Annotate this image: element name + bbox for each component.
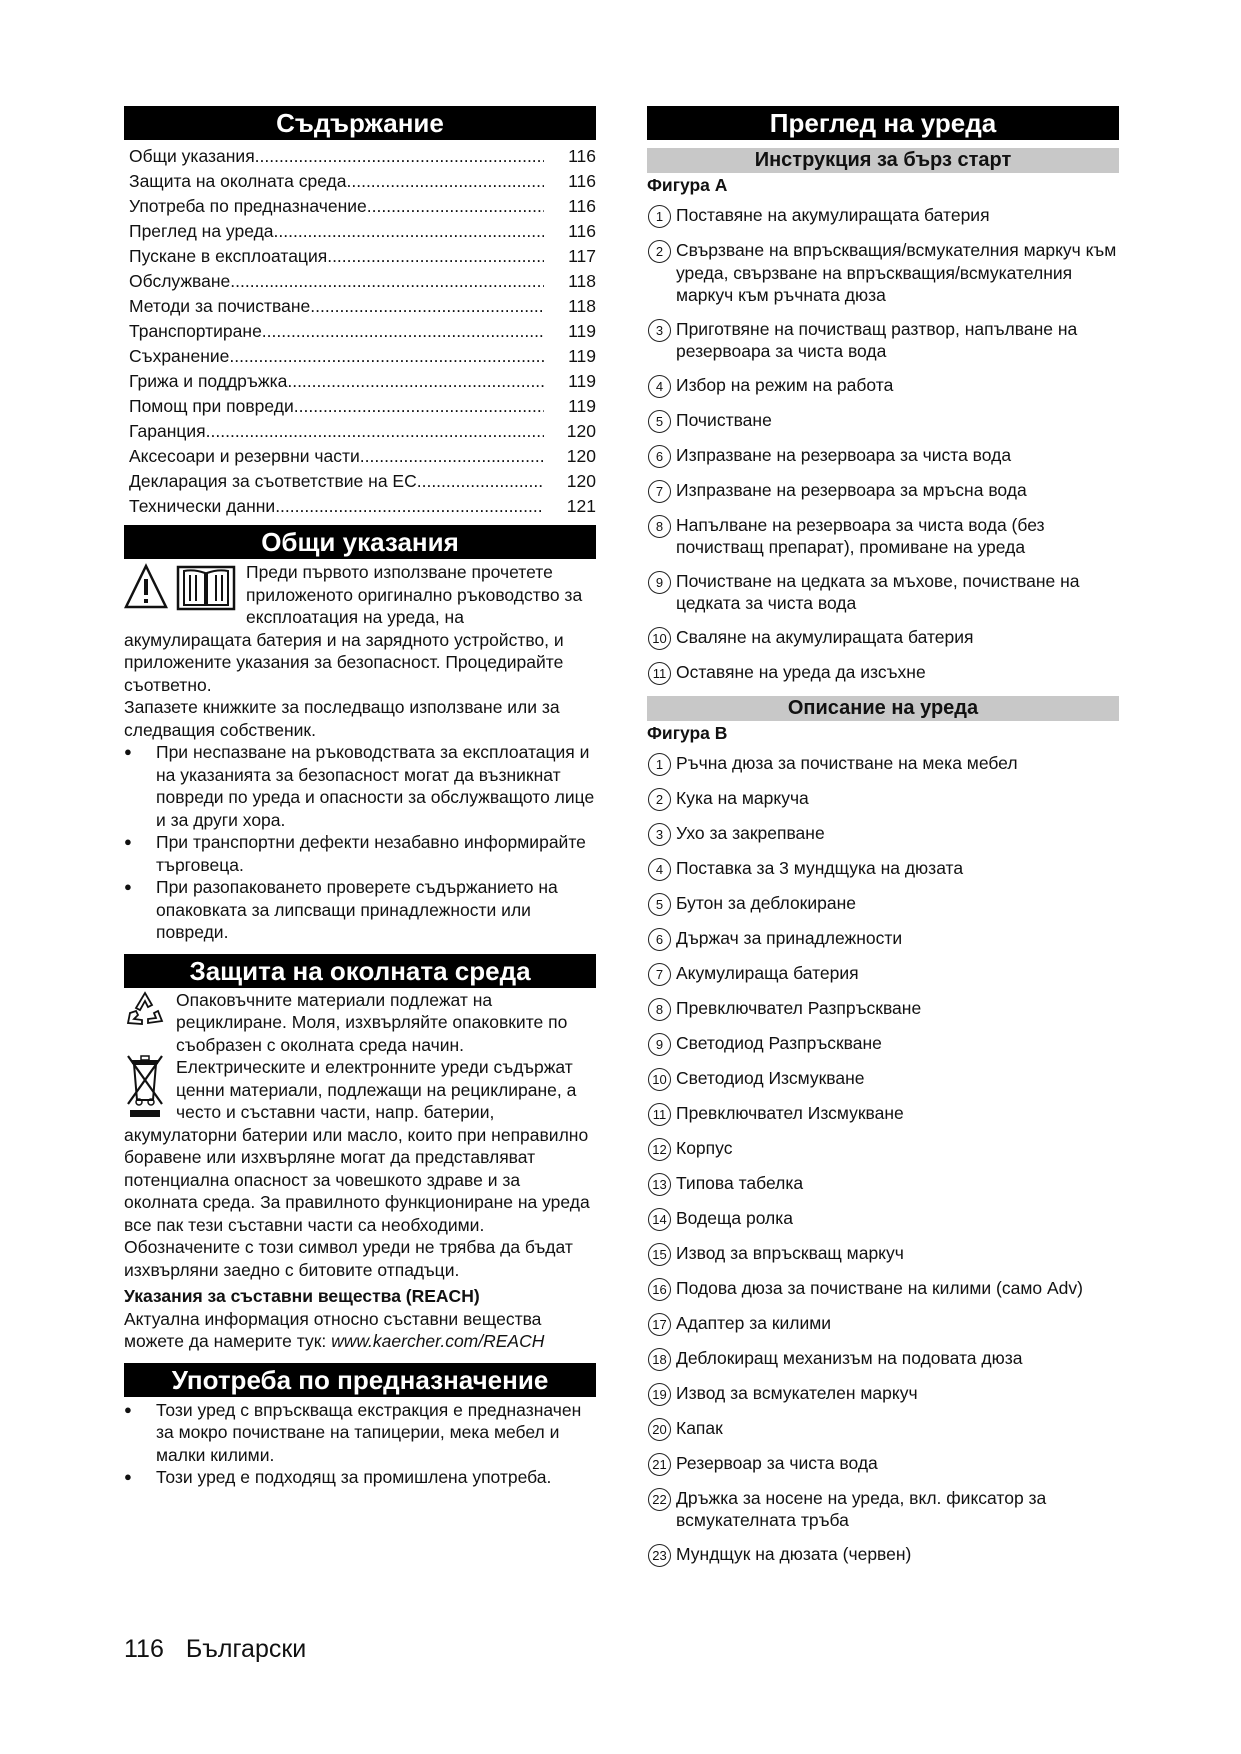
list-item: 5 Бутон за деблокиране	[647, 892, 1119, 916]
part-number-badge: 11	[648, 1103, 671, 1126]
list-item: 2 Свързване на впръскващия/всмукателния маркуч към уреда, свързване на впръскващия/всмукателния маркуч към ръчната дюза	[647, 239, 1119, 307]
list-item: ● При неспазване на ръководствата за експлоатация и на указанията за безопасност могат да възникнат повреди по уреда и опасности за обслужващото лице и за други хора.	[124, 741, 596, 831]
toc-list	[124, 144, 596, 519]
step-number-badge: 6	[648, 445, 671, 468]
list-item: 4 Поставка за 3 мундщука на дюзата	[647, 857, 1119, 881]
toc-item[interactable]: Технически данни ..... 121	[129, 494, 596, 519]
general-intro: Преди първото използване прочетете приложеното оригинално ръководство за експлоатация на уреда, на акумулиращата батерия и на зарядното устройство, и приложените указания за безопасност. Процедирайте съответно.	[124, 562, 583, 695]
list-item: 22 Дръжка за носене на уреда, вкл. фиксатор за всмукателната тръба	[647, 1487, 1119, 1532]
list-item: ● При разопаковането проверете съдържанието на опаковката за липсващи принадлежности или повреди.	[124, 876, 596, 944]
toc-item[interactable]: Обслужване ..... 118	[129, 269, 596, 294]
right-column	[647, 106, 1119, 1578]
part-number-badge: 5	[648, 893, 671, 916]
list-item: 7 Изпразване на резервоара за мръсна вода	[647, 479, 1119, 503]
list-item: ● При транспортни дефекти незабавно информирайте търговеца.	[124, 831, 596, 876]
list-item: 6 Държач за принадлежности	[647, 927, 1119, 951]
part-number-badge: 20	[648, 1418, 671, 1441]
list-item: 19 Извод за всмукателен маркуч	[647, 1382, 1119, 1406]
intended-use-bullets	[124, 1399, 596, 1489]
part-number-badge: 18	[648, 1348, 671, 1371]
step-number-badge: 7	[648, 480, 671, 503]
recycling-icon	[124, 989, 166, 1029]
list-item: 1 Ръчна дюза за почистване на мека мебел	[647, 752, 1119, 776]
list-item: 13 Типова табелка	[647, 1172, 1119, 1196]
manual-icons	[124, 563, 236, 611]
part-number-badge: 12	[648, 1138, 671, 1161]
toc-item[interactable]: Методи за почистване ..... 118	[129, 294, 596, 319]
list-item: 3 Ухо за закрепване	[647, 822, 1119, 846]
general-keep: Запазете книжките за последващо използване или за следващия собственик.	[124, 697, 560, 740]
environment-body	[124, 989, 596, 1353]
toc-title: Съдържание	[124, 106, 596, 140]
part-number-badge: 8	[648, 998, 671, 1021]
toc-item[interactable]: Общи указания ..... 116	[129, 144, 596, 169]
list-item: 8 Напълване на резервоара за чиста вода (без почистващ препарат), промиване на уреда	[647, 514, 1119, 559]
overview-title: Преглед на уреда	[647, 106, 1119, 140]
list-item: 2 Кука на маркуча	[647, 787, 1119, 811]
manual-book-icon	[176, 563, 236, 611]
list-item: 1 Поставяне на акумулиращата батерия	[647, 204, 1119, 228]
device-description-title: Описание на уреда	[647, 696, 1119, 721]
part-number-badge: 14	[648, 1208, 671, 1231]
step-number-badge: 10	[648, 627, 671, 650]
list-item: 23 Мундщук на дюзата (червен)	[647, 1543, 1119, 1567]
list-item: 15 Извод за впръскващ маркуч	[647, 1242, 1119, 1266]
part-number-badge: 6	[648, 928, 671, 951]
list-item: 12 Корпус	[647, 1137, 1119, 1161]
environment-recycle: Опаковъчните материали подлежат на рециклиране. Моля, изхвърляйте опаковките по съобразен с околната среда начин.	[176, 989, 568, 1055]
part-number-badge: 7	[648, 963, 671, 986]
figure-b-label: Фигура B	[647, 722, 728, 743]
footer-language: Български	[185, 1635, 307, 1663]
list-item: 11 Оставяне на уреда да изсъхне	[647, 661, 1119, 685]
part-number-badge: 19	[648, 1383, 671, 1406]
crossed-bin-icon	[124, 1052, 166, 1118]
toc-item[interactable]: Съхранение ..... 119	[129, 344, 596, 369]
left-column	[124, 106, 596, 1489]
part-number-badge: 23	[648, 1544, 671, 1567]
part-number-badge: 17	[648, 1313, 671, 1336]
list-item: 18 Деблокиращ механизъм на подовата дюза	[647, 1347, 1119, 1371]
environment-weee: Електрическите и електронните уреди съдържат ценни материали, подлежащи на рециклиране, а често и съставни части, напр. батерии, акумулаторни батерии или масло, които при неправилно боравене или изхвърляне могат да представляват потенциална опасност за човешкото здраве и за околната среда. За правилното функциониране на уреда все пак тези съставни части са необходими. Обозначените с този символ уреди не трябва да бъдат изхвърляни заедно с битовите отпадъци.	[124, 1057, 590, 1280]
list-item: 5 Почистване	[647, 409, 1119, 433]
part-number-badge: 22	[648, 1488, 671, 1511]
step-number-badge: 1	[648, 205, 671, 228]
page-number: 116	[124, 1635, 164, 1663]
toc-item[interactable]: Употреба по предназначение ..... 116	[129, 194, 596, 219]
step-number-badge: 5	[648, 410, 671, 433]
list-item: 8 Превключвател Разпръскване	[647, 997, 1119, 1021]
quick-start-title: Инструкция за бърз старт	[647, 148, 1119, 173]
toc-item[interactable]: Пускане в експлоатация ..... 117	[129, 244, 596, 269]
list-item: 21 Резервоар за чиста вода	[647, 1452, 1119, 1476]
part-number-badge: 15	[648, 1243, 671, 1266]
list-item: 9 Светодиод Разпръскване	[647, 1032, 1119, 1056]
general-bullets	[124, 741, 596, 944]
step-number-badge: 2	[648, 240, 671, 263]
part-number-badge: 4	[648, 858, 671, 881]
part-number-badge: 3	[648, 823, 671, 846]
part-number-badge: 2	[648, 788, 671, 811]
step-number-badge: 9	[648, 571, 671, 594]
toc-item[interactable]: Аксесоари и резервни части ..... 120	[129, 444, 596, 469]
list-item: ● Този уред с впръскваща екстракция е предназначен за мокро почистване на тапицерии, мека мебел и малки килими.	[124, 1399, 596, 1467]
environment-title: Защита на околната среда	[124, 954, 596, 988]
list-item: 3 Приготвяне на почистващ разтвор, напълване на резервоара за чиста вода	[647, 318, 1119, 363]
list-item: 20 Капак	[647, 1417, 1119, 1441]
toc-item[interactable]: Помощ при повреди ..... 119	[129, 394, 596, 419]
figure-a-label: Фигура A	[647, 175, 728, 195]
list-item: 9 Почистване на цедката за мъхове, почистване на цедката за чиста вода	[647, 570, 1119, 615]
part-number-badge: 10	[648, 1068, 671, 1091]
device-parts-list	[647, 752, 1119, 1567]
toc-item[interactable]: Гаранция ..... 120	[129, 419, 596, 444]
quick-start-steps	[647, 204, 1119, 685]
general-body	[124, 561, 596, 944]
list-item: 11 Превключвател Изсмукване	[647, 1102, 1119, 1126]
step-number-badge: 4	[648, 375, 671, 398]
environment-icons	[124, 989, 166, 1124]
page-footer	[124, 1633, 328, 1665]
toc-item[interactable]: Преглед на уреда ..... 116	[129, 219, 596, 244]
part-number-badge: 16	[648, 1278, 671, 1301]
warning-icon	[124, 563, 168, 611]
intended-use-title: Употреба по предназначение	[124, 1363, 596, 1397]
list-item: 17 Адаптер за килими	[647, 1312, 1119, 1336]
list-item: 10 Сваляне на акумулиращата батерия	[647, 626, 1119, 650]
part-number-badge: 9	[648, 1033, 671, 1056]
step-number-badge: 11	[648, 662, 671, 685]
reach-title: Указания за съставни вещества (REACH)	[124, 1286, 480, 1306]
reach-link[interactable]: www.kaercher.com/REACH	[331, 1331, 545, 1351]
toc-item[interactable]: Декларация за съответствие на ЕС ..... 120	[129, 469, 596, 494]
part-number-badge: 21	[648, 1453, 671, 1476]
step-number-badge: 8	[648, 515, 671, 538]
reach-text: Актуална информация относно съставни вещества можете да намерите тук: www.kaercher.com/REACH	[124, 1308, 545, 1351]
list-item: 4 Избор на режим на работа	[647, 374, 1119, 398]
list-item: 6 Изпразване на резервоара за чиста вода	[647, 444, 1119, 468]
toc-item[interactable]: Транспортиране ..... 119	[129, 319, 596, 344]
list-item: 10 Светодиод Изсмукване	[647, 1067, 1119, 1091]
toc-item[interactable]: Защита на околната среда ..... 116	[129, 169, 596, 194]
part-number-badge: 1	[648, 753, 671, 776]
toc-item[interactable]: Грижа и поддръжка ..... 119	[129, 369, 596, 394]
list-item: 14 Водеща ролка	[647, 1207, 1119, 1231]
list-item: 16 Подова дюза за почистване на килими (само Adv)	[647, 1277, 1119, 1301]
list-item: ● Този уред е подходящ за промишлена употреба.	[124, 1466, 596, 1489]
part-number-badge: 13	[648, 1173, 671, 1196]
step-number-badge: 3	[648, 319, 671, 342]
list-item: 7 Акумулираща батерия	[647, 962, 1119, 986]
general-title: Общи указания	[124, 525, 596, 559]
